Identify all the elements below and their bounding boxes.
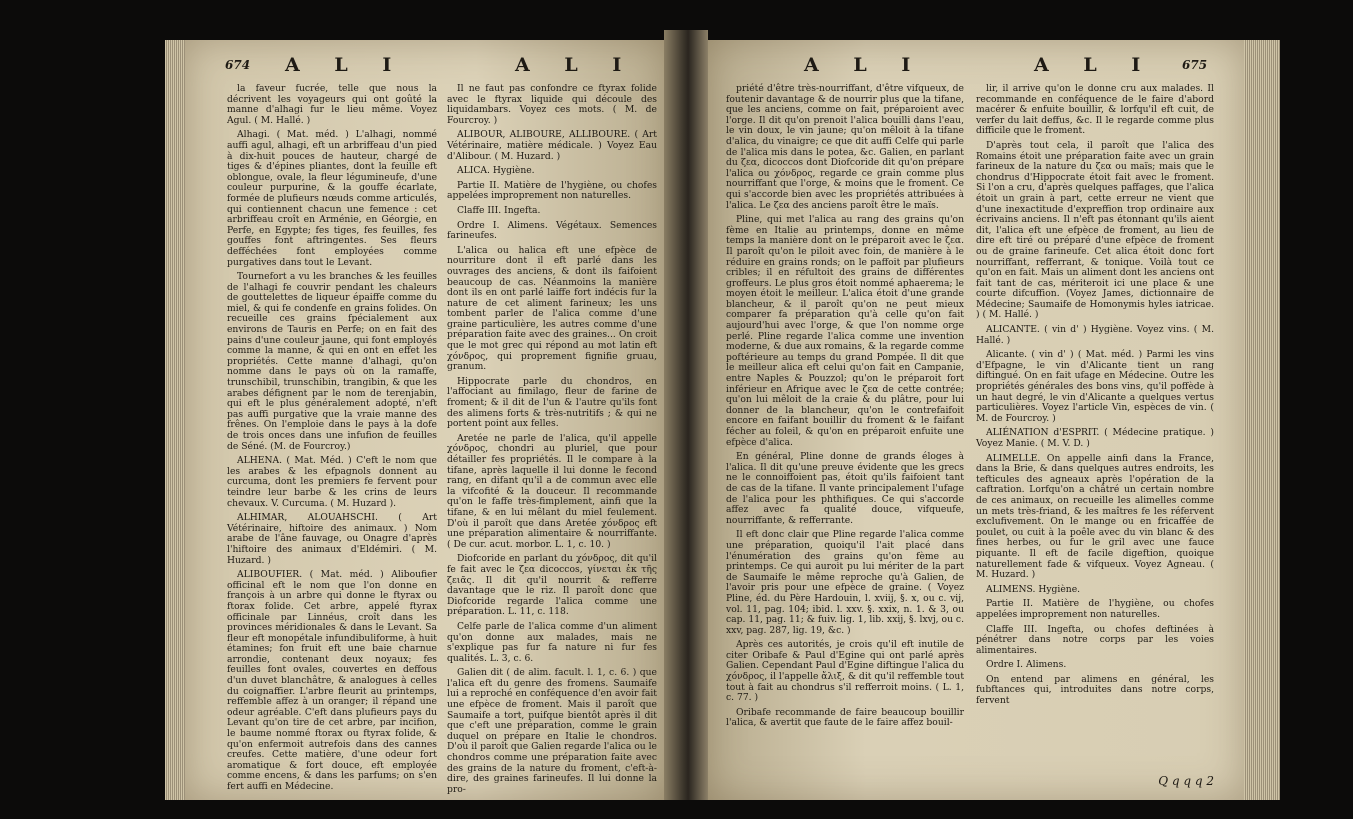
left-page-edges <box>165 40 187 800</box>
paragraph: Diofcoride en parlant du χόνδρος, dit qu'il fe fait avec le ζεα dicoccos, γίνεται ἐκ τῆς ζειᾶς. Il dit qu'il nourrit & refferre davantage que le riz. Il paroît donc que Diofcoride regarde l'alica comme une préparation. L. 11, c. 118. <box>447 553 657 618</box>
paragraph: ALIBOUFIER. ( Mat. méd. ) Aliboufier officinal eft le nom que l'on donne en françois à un arbre qui donne le ftyrax ou ftorax folide. Cet arbre, appelé ftyrax officinale par Linnéus, croît dans les provinces méridionales & dans le Levant. Sa fleur eft monopétale infundibuliforme, à huit étamines; fon fruit eft une baie charnue arrondie, contenant deux noyaux; fes feuilles font ovales, couvertes en deffous d'un duvet blanchâtre, & analogues à celles du coignaffier. L'arbre fleurit au printemps, reffemble affez à un oranger; il répand une odeur agréable. C'eft dans plufieurs pays du Levant qu'on tire de cet arbre, par incifion, le baume nommé ftorax ou ftyrax folide, & qu'on enfermoit autrefois dans des cannes creufes. Cette matière, d'une odeur fort aromatique & fort douce, eft employée comme encens, & dans les parfums; on s'en fert auffi en Médecine. <box>227 569 437 792</box>
left-page <box>185 40 670 800</box>
paragraph: L'alica ou halica eft une efpèce de nourriture dont il eft parlé dans les ouvrages des anciens, & dont ils faifoient beaucoup de cas. Néanmoins la manière dont ils en ont parlé laiffe fort indécis fur la nature de cet aliment farineux; les uns tombent parler de l'alica comme d'une graine particulière, les autres comme d'une préparation faite avec des graines... On croit que le mot grec qui répond au mot latin eft χόνδρος, qui proprement fignifie gruau, granum. <box>447 244 657 373</box>
paragraph: Pline, qui met l'alica au rang des grains qu'on fème en Italie au printemps, donne en même temps la manière dont on le préparoit avec le ζεα. Il paroît qu'on le piloit avec foin, de manière à le réduire en grains ronds; on le paffoit par plufieurs cribles; il en réfultoit des grains de différentes groffeurs. Le plus gros étoit nommé aphaerema; le moyen étoit le meilleur. L'alica étoit d'une grande blancheur, & il paroît qu'on ne peut mieux comparer fa préparation qu'à celle qu'on fait aujourd'hui avec l'orge, & que l'on nomme orge perlé. Pline regarde l'alica comme une invention moderne, & due aux romains, & la regarde comme poftérieure au temps du grand Pompée. Il dit que le meilleur alica eft celui qu'on fait en Campanie, entre Naples & Pouzzol; qu'on le préparoit fort inférieur en Afrique avec le ζεα de cette contrée; qu'on lui mêloit de la craie & du plâtre, pour lui donner de la blancheur, qu'on le contrefaifoit encore en faifant bouillir du froment & le faifant fécher au foleil, & qu'on en préparoit enfuite une efpèce d'alica. <box>726 214 964 448</box>
paragraph: Partie II. Matière de l'hygiène, ou chofes appelées improprement non naturelles. <box>447 179 657 202</box>
left-column-2 <box>447 84 657 799</box>
paragraph: ALIMENS. Hygiène. <box>986 583 1081 595</box>
paragraph: ALIMELLE. On appelle ainfi dans la France, dans la Brie, & dans quelques autres endroits, les tefticules des agneaux après l'opération de la caftration. Lorfqu'on a châtré un certain nombre de ces animaux, on recueille les alimelles comme un mets très-friand, & les maîtres fe les réfervent exclufivement. On le mange ou en fricaffée de poulet, ou cuit à la poêle avec du vin blanc & des fines herbes, ou fur le gril avec une fauce piquante. Il eft de facile digeftion, quoique naturellement fade & vifqueux. Voyez Agneau. ( M. Huzard. ) <box>976 452 1214 581</box>
paragraph: Claffe III. Ingefta. <box>457 204 541 216</box>
paragraph: Oribafe recommande de faire beaucoup bouillir l'alica, & avertit que faute de le faire affez bouil- <box>726 706 964 729</box>
paragraph: Alicante. ( vin d' ) ( Mat. méd. ) Parmi les vins d'Efpagne, le vin d'Alicante tient un rang diftingué. On en fait ufage en Médecine. Outre les propriétés générales des bons vins, qu'il poffède à un haut degré, le vin d'Alicante a quelques vertus particulières. Voyez l'article Vin, espèces de vin. ( M. de Fourcroy. ) <box>976 349 1214 424</box>
paragraph: On entend par alimens en général, les fubftances qui, introduites dans notre corps, fervent <box>976 673 1214 707</box>
paragraph: ALHENA. ( Mat. Méd. ) C'eft le nom que les arabes & les efpagnols donnent au curcuma, dont les premiers fe fervent pour teindre leur barbe & les crins de leurs chevaux. V. Curcuma. ( M. Huzard ). <box>227 455 437 509</box>
paragraph: Tournefort a vu les branches & les feuilles de l'alhagi fe couvrir pendant les chaleurs de gouttelettes de liqueur épaiffe comme du miel, & qui fe condenfe en grains folides. On recueille ces grains fpécialement aux environs de Tauris en Perfe; on en fait des pains d'une couleur jaune, qui font employés comme la manne, & qui en ont en effet les propriétés. Cette manne d'alhagi, qu'on nomme dans le pays où on la ramaffe, trunschibil, trunschibin, trangibin, & que les arabes défignent par le nom de terenjabin, qui eft le plus généralement adopté, n'eft pas auffi purgative que la vraie manne des frênes. On l'emploie dans le pays à la dofe de trois onces dans une infufion de feuilles de Séné. (M. de Fourcroy.) <box>227 271 437 452</box>
right-page <box>704 40 1244 800</box>
paragraph: ALIÉNATION d'ESPRIT. ( Médecine pratique. ) Voyez Manie. ( M. V. D. ) <box>976 427 1214 449</box>
paragraph: Alhagi. ( Mat. méd. ) L'alhagi, nommé auffi agul, alhagi, eft un arbriffeau d'un pied à dix-huit pouces de hauteur, chargé de tiges & d'épines pliantes, dont la feuille eft oblongue, ovale, la fleur légumineufe, d'une couleur purpurine, & la gouffe écarlate, formée de plufieurs nœuds comme articulés, qui contiennent chacun une femence : cet arbriffeau croît en Arménie, en Géorgie, en Perfe, en Egypte; fes tiges, fes feuilles, fes gouffes font aftringentes. Ses fleurs defféchées font employées comme purgatives dans tout le Levant. <box>227 129 437 268</box>
book-spine <box>664 30 708 800</box>
paragraph: En général, Pline donne de grands éloges à l'alica. Il dit qu'une preuve évidente que les grecs ne le connoiffoient pas, étoit qu'ils faifoient tant de cas de la tifane. Il vante principalement l'ufage de l'alica pour les phthifiques. Ce qui s'accorde affez avec fa qualité douce, vifqueufe, nourriffante, & refferrante. <box>726 451 964 526</box>
paragraph: lir, il arrive qu'on le donne cru aux malades. Il recommande en conféquence de le faire d'abord macérer & enfuite bouillir, & lorfqu'il eft cuit, de verfer du lait deffus, &c. Il le regarde comme plus difficile que le froment. <box>976 83 1214 137</box>
page-number: 674 <box>225 58 251 72</box>
right-header <box>704 50 1244 78</box>
running-head: A L I <box>1034 54 1155 76</box>
paragraph: ALHIMAR, ALOUAHSCHI. ( Art Vétérinaire, hiftoire des animaux. ) Nom arabe de l'âne fauvage, ou Onagre d'après l'hiftoire des animaux d'Eldémiri. ( M. Huzard. ) <box>227 512 437 566</box>
left-column-1 <box>227 84 437 797</box>
left-header <box>185 50 670 78</box>
paragraph: Aretée ne parle de l'alica, qu'il appelle χόνδρος, chondri au pluriel, que pour détailler fes propriétés. Il le compare à la tifane, après laquelle il lui donne le fecond rang, en difant qu'il a de commun avec elle la vifcofité & la douceur. Il recommande qu'on le faffe très-fimplement, ainfi que la tifane, & en lui mêlant du miel feulement. D'où il paroît que dans Aretée χόνδρος eft une préparation alimentaire & nourriffante. ( De cur. acut. morbor. L. 1, c. 10. ) <box>447 432 657 550</box>
right-column-2 <box>976 84 1214 711</box>
paragraph: Celfe parle de l'alica comme d'un aliment qu'on donne aux malades, mais ne s'explique pas fur fa nature ni fur fes qualités. L. 3, c. 6. <box>447 620 657 664</box>
paragraph: ALIBOUR, ALIBOURE, ALLIBOURE. ( Art Vétérinaire, matière médicale. ) Voyez Eau d'Alibour. ( M. Huzard. ) <box>447 129 657 162</box>
paragraph: Galien dit ( de alim. facult. l. 1, c. 6. ) que l'alica eft du genre des fromens. Saumaife lui a reproché en conféquence d'en avoir fait une efpèce de froment. Mais il paroît que Saumaife a tort, puifque bientôt après il dit que c'eft une préparation, comme le grain duquel on prépare en Italie le chondros. D'où il paroît que Galien regarde l'alica ou le chondros comme une préparation faite avec des grains de la nature du froment, c'eft-à-dire, des graines farineufes. Il lui donne la pro- <box>447 667 657 795</box>
running-head: A L I <box>804 54 925 76</box>
page-number: 675 <box>1182 58 1208 72</box>
paragraph: Claffe III. Ingefta, ou chofes deftinées à pénétrer dans notre corps par les voies alimentaires. <box>976 623 1214 656</box>
paragraph: ALICANTE. ( vin d' ) Hygiène. Voyez vins. ( M. Hallé. ) <box>976 324 1214 346</box>
paragraph: D'après tout cela, il paroît que l'alica des Romains étoit une préparation faite avec un grain farineux de la nature du ζεα ou maïs; mais que le chondrus d'Hippocrate étoit fait avec le froment. Si l'on a cru, d'après quelques paffages, que l'alica étoit un grain à part, cette erreur ne vient que d'une inexactitude d'expreffion trop ordinaire aux écrivains anciens. Il n'eft pas étonnant qu'ils aient dit, l'alica eft une efpèce de froment, au lieu de dire eft tiré ou préparé d'une efpèce de froment ou de graine farineufe. Cet alica étoit donc fort nourriffant, refferrant, & tonique. Voilà tout ce qu'on en fait. Mais un aliment dont les anciens ont fait tant de cas, mériteroit ici une place & une courte difcuffion. (Voyez James, dictionnaire de Médecine; Saumaife de Homonymis hyles iatricae. ) ( M. Hallé. ) <box>976 139 1214 321</box>
paragraph: Après ces autorités, je crois qu'il eft inutile de citer Oribafe & Paul d'Egine qui ont parlé après Galien. Cependant Paul d'Egine diftingue l'alica du χόνδρος, il l'appelle ἄλιξ, & dit qu'il reffemble tout tout à fait au chondrus s'il refferroit moins. ( L. 1, c. 77. ) <box>726 639 965 704</box>
paragraph: priété d'être très-nourriffant, d'être vifqueux, de foutenir davantage & de nourrir plus que la tifane, que les anciens, comme on fait, préparoient avec l'orge. Il dit qu'on prenoit l'alica bouilli dans l'eau, le vin doux, le vin jaune; qu'on mêloit à la tifane d'alica, du vinaigre; ce que dit auffi Celfe qui parle de l'alica mis dans le potea, &c. Galien, en parlant du ζεα, dicoccos dont Diofcoride dit qu'on prépare l'alica ou χόνδρος, regarde ce grain comme plus nourriffant que l'orge, & moins que le froment. Ce qui s'accorde bien avec les propriétés attribuées à l'alica. Le ζεα des anciens paroît être le maïs. <box>726 83 964 211</box>
paragraph: Ordre I. Alimens. <box>986 659 1067 671</box>
paragraph: Il eft donc clair que Pline regarde l'alica comme une préparation, quoiqu'il l'ait placé dans l'énumération des grains qu'on fème au printemps. Ce qui auroit pu lui mériter de la part de Saumaife le même reproche qu'à Galien, de l'avoir pris pour une efpèce de graine. ( Voyez Pline, éd. du Père Hardouin, l. xviij, §. x, ou c. vij, vol. 11, pag. 104; ibid. l. xxv. §. xxix, n. 1. & 3, ou cap. 11, pag. 11; & fuiv. lig. 1, lib. xxij, §. lxvj, ou c. xxv, pag. 287, lig. 19, &c. ) <box>726 529 964 636</box>
paragraph: la faveur fucrée, telle que nous la décrivent les voyageurs qui ont goûté la manne d'alhagi fur le lieu même. Voyez Agul. ( M. Hallé. ) <box>227 83 437 126</box>
signature-mark: Q q q q 2 <box>1158 774 1214 788</box>
paragraph: ALICA. Hygiène. <box>457 165 535 177</box>
paragraph: Hippocrate parle du chondros, en l'affociant au fimilago, fleur de farine de froment; & il dit de l'un & l'autre qu'ils font des alimens forts & très-nutritifs ; & qui ne portent point aux felles. <box>447 375 657 430</box>
paragraph: Il ne faut pas confondre ce ftyrax folide avec le ftyrax liquide qui découle des liquidambars. Voyez ces mots. ( M. de Fourcroy. ) <box>447 83 657 126</box>
right-page-edges <box>1244 40 1280 800</box>
running-head: A L I <box>515 54 636 76</box>
paragraph: Ordre I. Alimens. Végétaux. Semences farineufes. <box>447 219 657 242</box>
running-head: A L I <box>285 54 406 76</box>
paragraph: Partie II. Matière de l'hygiène, ou chofes appelées improprement non naturelles. <box>976 598 1214 620</box>
right-column-1 <box>726 84 964 733</box>
